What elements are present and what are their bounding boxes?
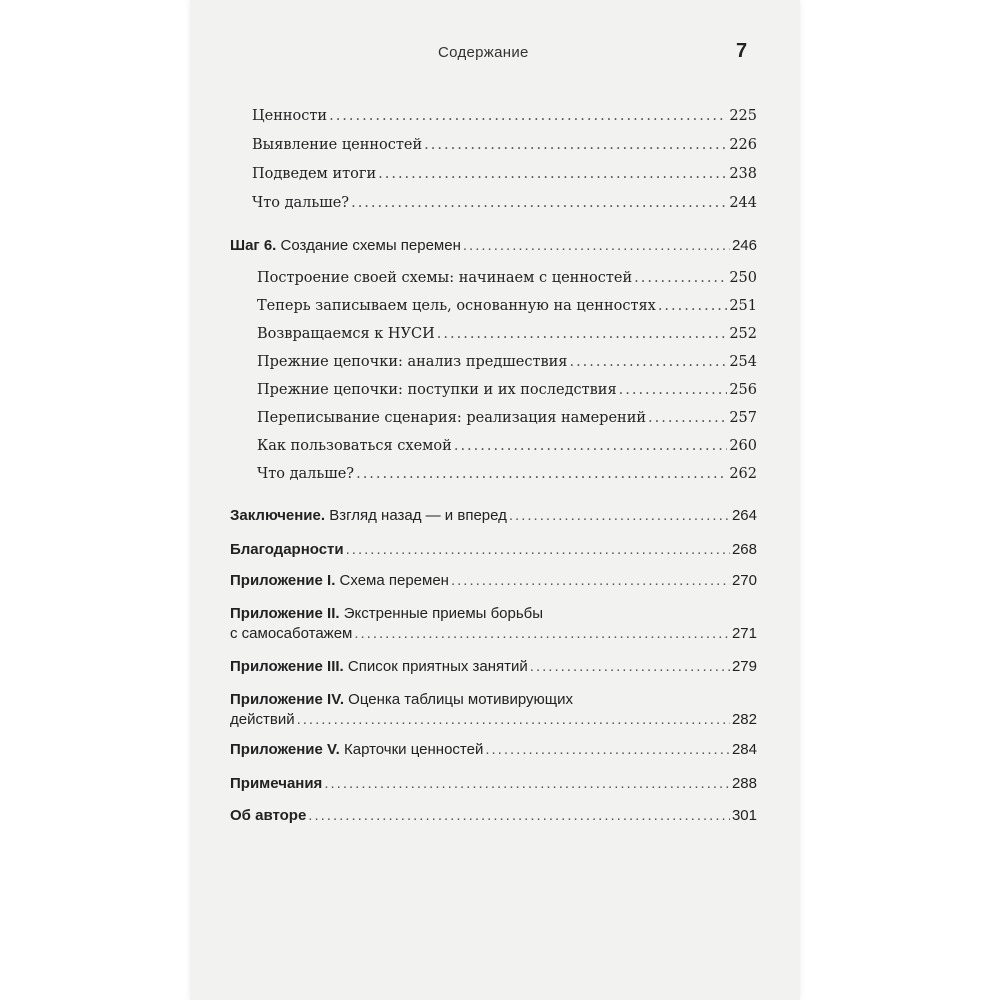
dot-leader: [463, 237, 730, 254]
dot-leader: [569, 354, 727, 370]
toc-entry-page: 225: [729, 108, 757, 124]
toc-about-author[interactable]: [230, 807, 757, 824]
toc-appendix-4[interactable]: [230, 711, 757, 728]
chapter-label: Приложение I.: [230, 572, 336, 589]
page-number: 7: [736, 40, 748, 62]
toc-entry-page: 270: [731, 572, 757, 589]
toc-entry-page: 250: [729, 270, 757, 286]
chapter-title-cont: действий: [230, 711, 295, 728]
toc-entry-page: 301: [731, 807, 757, 824]
dot-leader: [485, 741, 730, 758]
toc-entry[interactable]: [257, 438, 757, 454]
running-header-title: Содержание: [438, 44, 529, 61]
dot-leader: [378, 166, 727, 182]
dot-leader: [619, 382, 728, 398]
toc-entry-page: 251: [729, 298, 757, 314]
chapter-label: Заключение.: [230, 507, 326, 524]
chapter-title: Карточки ценностей: [344, 741, 484, 758]
toc-entry[interactable]: [252, 137, 757, 153]
toc-appendix-3[interactable]: [230, 658, 757, 675]
toc-entry-page: 260: [729, 438, 757, 454]
chapter-label: Приложение II.: [230, 605, 340, 622]
dot-leader: [308, 807, 730, 824]
dot-leader: [356, 466, 727, 482]
toc-entry-title: Переписывание сценария: реализация намерений: [257, 410, 647, 426]
toc-appendix-2[interactable]: [230, 625, 757, 642]
toc-entry-page: 282: [731, 711, 757, 728]
toc-entry[interactable]: [252, 195, 757, 211]
dot-leader: [454, 438, 727, 454]
toc-chapter-step6[interactable]: [230, 237, 757, 254]
dot-leader: [648, 410, 727, 426]
toc-entry-title: Возвращаемся к НУСИ: [257, 326, 435, 342]
toc-entry[interactable]: [257, 298, 757, 314]
toc-entry[interactable]: [252, 166, 757, 182]
toc-entry-title: Ценности: [252, 108, 328, 124]
toc-entry-page: 246: [731, 237, 757, 254]
toc-entry-title: Что дальше?: [252, 195, 350, 211]
toc-entry-title: Прежние цепочки: анализ предшествия: [257, 354, 568, 370]
chapter-label: Приложение V.: [230, 741, 340, 758]
dot-leader: [424, 137, 727, 153]
toc-thanks[interactable]: [230, 541, 757, 558]
toc-entry-title: Подведем итоги: [252, 166, 377, 182]
chapter-label: Примечания: [230, 775, 323, 792]
chapter-label: Об авторе: [230, 807, 307, 824]
toc-appendix-1[interactable]: [230, 572, 757, 589]
dot-leader: [324, 775, 730, 792]
chapter-title-cont: с самосаботажем: [230, 625, 353, 642]
toc-entry[interactable]: [257, 410, 757, 426]
dot-leader: [658, 298, 727, 314]
toc-entry-page: 226: [729, 137, 757, 153]
chapter-label: Шаг 6.: [230, 237, 277, 254]
toc-entry[interactable]: [257, 466, 757, 482]
toc-entry-title: Выявление ценностей: [252, 137, 423, 153]
toc-entry-page: 252: [729, 326, 757, 342]
toc-entry-page: 256: [729, 382, 757, 398]
toc-entry-page: 244: [729, 195, 757, 211]
toc-entry-page: 268: [731, 541, 757, 558]
toc-entry-title: Как пользоваться схемой: [257, 438, 452, 454]
toc-entry-page: 238: [729, 166, 757, 182]
toc-entry[interactable]: [257, 326, 757, 342]
dot-leader: [346, 541, 730, 558]
toc-notes[interactable]: [230, 775, 757, 792]
dot-leader: [530, 658, 730, 675]
dot-leader: [329, 108, 727, 124]
chapter-label: Благодарности: [230, 541, 344, 558]
toc-entry-page: 284: [731, 741, 757, 758]
chapter-title: Создание схемы перемен: [280, 237, 461, 254]
toc-entry[interactable]: [257, 382, 757, 398]
toc-entry[interactable]: [257, 270, 757, 286]
toc-entry-page: 262: [729, 466, 757, 482]
dot-leader: [509, 507, 730, 524]
toc-entry-page: 271: [731, 625, 757, 642]
dot-leader: [297, 711, 730, 728]
chapter-title: Взгляд назад — и вперед: [329, 507, 507, 524]
toc-appendix-4-line1[interactable]: [230, 691, 573, 708]
dot-leader: [451, 572, 730, 589]
toc-entry-title: Что дальше?: [257, 466, 355, 482]
chapter-label: Приложение IV.: [230, 691, 344, 708]
dot-leader: [437, 326, 728, 342]
dot-leader: [634, 270, 727, 286]
toc-entry[interactable]: [252, 108, 757, 124]
dot-leader: [354, 625, 730, 642]
chapter-title: Экстренные приемы борьбы: [343, 605, 544, 622]
toc-conclusion[interactable]: [230, 507, 757, 524]
toc-appendix-5[interactable]: [230, 741, 757, 758]
dot-leader: [351, 195, 727, 211]
toc-entry-page: 279: [731, 658, 757, 675]
chapter-title: Список приятных занятий: [347, 658, 528, 675]
toc-entry-title: Прежние цепочки: поступки и их последствия: [257, 382, 617, 398]
toc-entry[interactable]: [257, 354, 757, 370]
toc-entry-title: Теперь записываем цель, основанную на ценностях: [257, 298, 656, 314]
toc-entry-page: 254: [729, 354, 757, 370]
toc-entry-page: 264: [731, 507, 757, 524]
chapter-title: Схема перемен: [339, 572, 449, 589]
toc-entry-page: 257: [729, 410, 757, 426]
toc-entry-page: 288: [731, 775, 757, 792]
chapter-label: Приложение III.: [230, 658, 344, 675]
toc-entry-title: Построение своей схемы: начинаем с ценностей: [257, 270, 633, 286]
toc-appendix-2-line1[interactable]: [230, 605, 543, 622]
chapter-title: Оценка таблицы мотивирующих: [348, 691, 573, 708]
